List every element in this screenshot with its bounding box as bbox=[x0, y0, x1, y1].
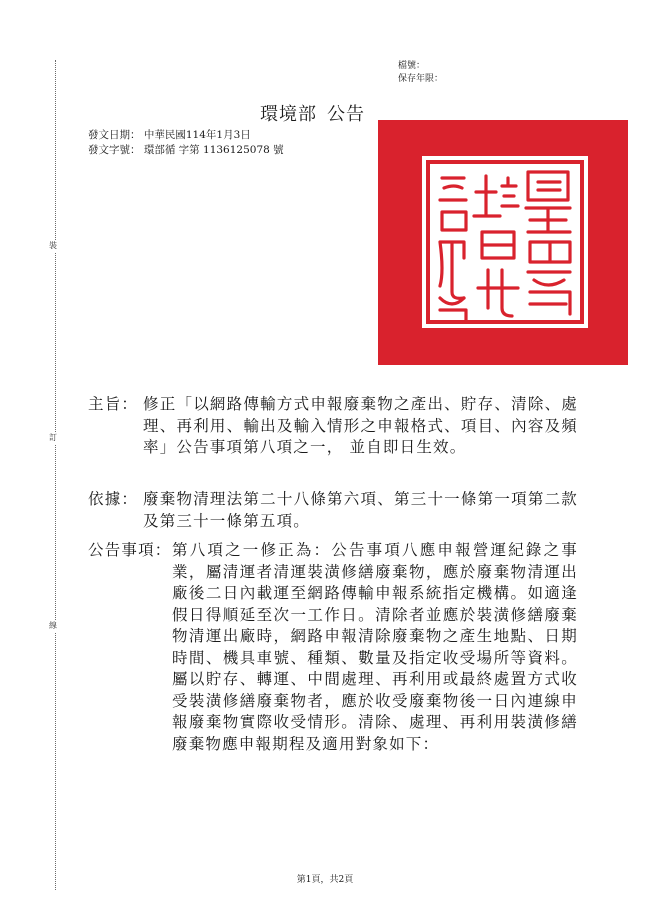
notice-text: 第八項之一修正為：公告事項八應申報營運紀錄之事業，屬清運者清運裝潢修繕廢棄物，應於廢棄物清運出廠後二日內載運至網路傳輸申報系統指定機構。如適逢假日得順延至次一工作日。清除者並應於裝潢修繕廢棄物清運出廠時，網路申報清除廢棄物之產生地點、日期時間、機具車號、種類、數量及指定收受場所等資料。屬以貯存、轉運、中間處理、再利用或最終處置方式收受裝潢修繕廢棄物者，應於收受廢棄物後一日內連線申報廢棄物實際收受情形。清除、處理、再利用裝潢修繕廢棄物應申報期程及適用對象如下： bbox=[172, 541, 578, 753]
file-meta bbox=[398, 60, 443, 86]
official-seal bbox=[378, 120, 628, 365]
issue-date-value: 中華民國114年1月3日 bbox=[143, 129, 251, 141]
page-number: 第1頁，共2頁 bbox=[296, 875, 354, 885]
agency-name: 環境部 bbox=[260, 104, 317, 125]
basis-section bbox=[88, 489, 578, 532]
file-number-label: 檔號： bbox=[398, 61, 426, 71]
document-title bbox=[260, 100, 365, 126]
seal-stamp-graphic bbox=[378, 120, 628, 365]
subject-label: 主旨： bbox=[88, 395, 139, 413]
notice-section bbox=[88, 540, 578, 755]
retention-period-label: 保存年限： bbox=[398, 74, 444, 84]
reference-number-label: 發文字號： bbox=[88, 144, 141, 156]
reference-number-value: 環部循 字第 1136125078 號 bbox=[143, 144, 284, 156]
subject-text: 修正「以網路傳輸方式申報廢棄物之產出、貯存、清除、處理、再利用、輸出及輸入情形之申報格式、項目、內容及頻率」公告事項第八項之一， 並自即日生效。 bbox=[143, 395, 578, 456]
basis-text: 廢棄物清理法第二十八條第六項、第三十一條第一項第二款及第三十一條第五項。 bbox=[143, 490, 578, 530]
notice-label: 公告事項： bbox=[88, 541, 172, 559]
binding-mark-line: 線 bbox=[49, 621, 57, 630]
binding-mark-staple: 訂 bbox=[49, 433, 57, 442]
reference-number-row bbox=[88, 143, 284, 158]
basis-label: 依據： bbox=[88, 490, 139, 508]
subject-section bbox=[88, 394, 578, 459]
document-type: 公告 bbox=[327, 104, 365, 125]
issue-date-label: 發文日期： bbox=[88, 129, 141, 141]
binding-line bbox=[55, 60, 56, 890]
issue-info bbox=[88, 128, 284, 158]
issue-date-row bbox=[88, 128, 284, 143]
binding-mark-bind: 裝 bbox=[49, 241, 57, 250]
